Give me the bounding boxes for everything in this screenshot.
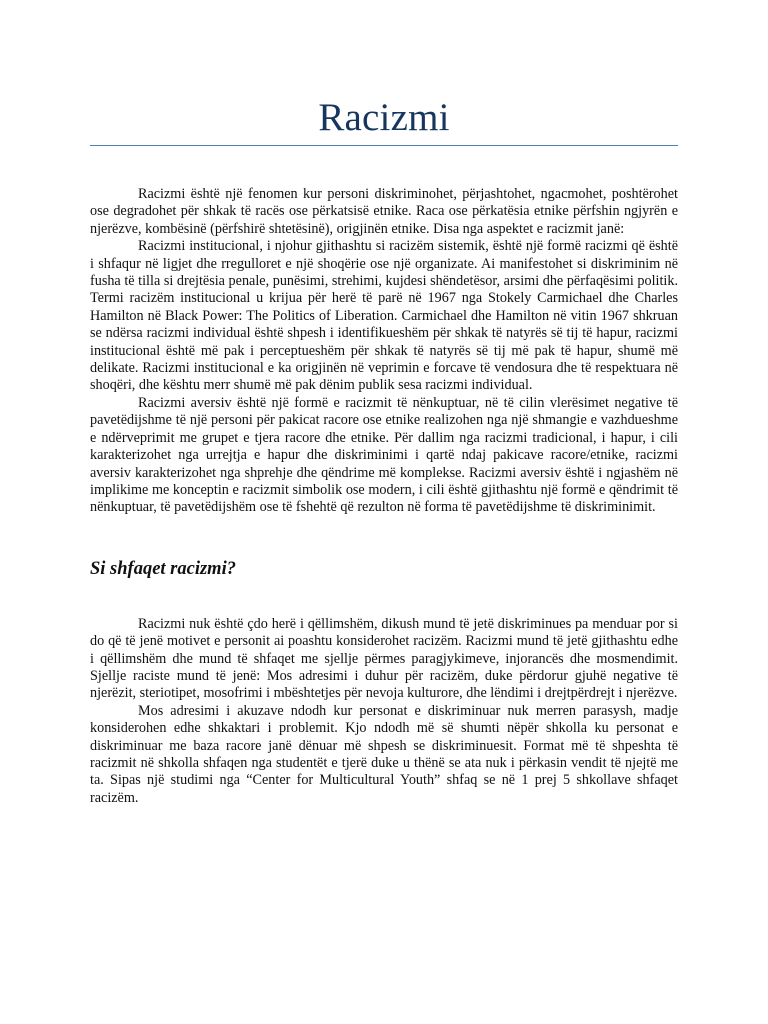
section-manifestation <box>90 616 678 807</box>
paragraph-accusations: Mos adresimi i akuzave ndodh kur personat e diskriminuar nuk merren parasysh, madje konsiderohen edhe shkaktari i problemit. Kjo ndodh më së shumti nëpër shkolla ku personat e diskriminuar me baza racore janë dënuar më shpesh se diskriminuesit. Format më të shpeshta të racizmit në shkolla shfaqen nga studentët e tjerë duke u thënë se ata nuk i përkasin vendit të njejtë me ta. Sipas një studimi nga “Center for Multicultural Youth” shfaq se në 1 prej 5 shkollave shfaqet racizëm. <box>90 702 678 806</box>
document-page <box>90 0 678 807</box>
paragraph-intro: Racizmi është një fenomen kur personi diskriminohet, përjashtohet, ngacmohet, poshtërohet ose degradohet për shkak të racës ose përkatsisë etnike. Raca ose përkatësia etnike përfshin ngjyrën e njerëzve, kombësinë (përfshirë shtetësinë), origjinën etnike. Disa nga aspektet e racizmit janë: <box>90 186 678 237</box>
paragraph-aversive-racism: Racizmi aversiv është një formë e racizmit të nënkuptuar, në të cilin vlerësimet negative të pavetëdijshme të një personi për pakicat racore ose etnike realizohen nga një shmangie e vazhdueshme e ndërveprimit me grupet e tjera racore dhe etnike. Për dallim nga racizmi tradicional, i hapur, i cili karakterizohet nga urrejtja e hapur dhe diskriminimi i qartë ndaj pakicave racore/etnike, racizmi aversiv karakterizohet nga shprehje dhe qëndrime më komplekse. Racizmi aversiv është i ngjashëm në implikime me konceptin e racizmit simbolik ose modern, i cili është gjithashtu një formë e qëndrimit të nënkuptuar, të pavetëdijshëm ose të fshehtë që rezulton në forma të pavetëdijshme të diskriminimit. <box>90 394 678 516</box>
section-intro <box>90 186 678 517</box>
title-underline <box>90 145 678 146</box>
section-heading: Si shfaqet racizmi? <box>90 558 236 579</box>
document-title: Racizmi <box>318 96 450 139</box>
paragraph-institutional-racism: Racizmi institucional, i njohur gjithashtu si racizëm sistemik, është një formë racizmi që është i shfaqur në ligjet dhe rregulloret e një shoqërie ose një organizate. Ai manifestohet si diskriminim në fusha të tilla si drejtësia penale, punësimi, strehimi, kujdesi shëndetësor, arsimi dhe përfaqësimi politik. Termi racizëm institucional u krijua për herë të parë në 1967 nga Stokely Carmichael dhe Charles Hamilton në Black Power: The Politics of Liberation. Carmichael dhe Hamilton në vitin 1967 shkruan se ndërsa racizmi individual është shpesh i identifikueshëm për shkak të natyrës së tij të hapur, racizmi institucional është më pak i perceptueshëm për shkak të natyrës së tij më pak të hapur, shumë më delikate. Racizmi institucional e ka origjinën në veprimin e forcave të vendosura dhe të respektuara në shoqëri, dhe kështu merr shumë më pak dënim publik sesa racizmi individual. <box>90 238 678 394</box>
paragraph-manifestation: Racizmi nuk është çdo herë i qëllimshëm, dikush mund të jetë diskriminues pa menduar por si do që të jenë motivet e personit ai poashtu konsiderohet racizëm. Racizmi mund të jetë gjithashtu edhe i qëllimshëm dhe mund të shfaqet me sjellje përmes paragjykimeve, injorancës dhe mosmendimit. Sjellje raciste mund të jenë: Mos adresimi i duhur për racizëm, duke përdorur gjuhë negative të njerëzit, steriotipet, mosofrimi i mbështetjes për nevoja kulturore, dhe lëndimi i drejtpërdrejt i njerëzve. <box>90 615 678 702</box>
